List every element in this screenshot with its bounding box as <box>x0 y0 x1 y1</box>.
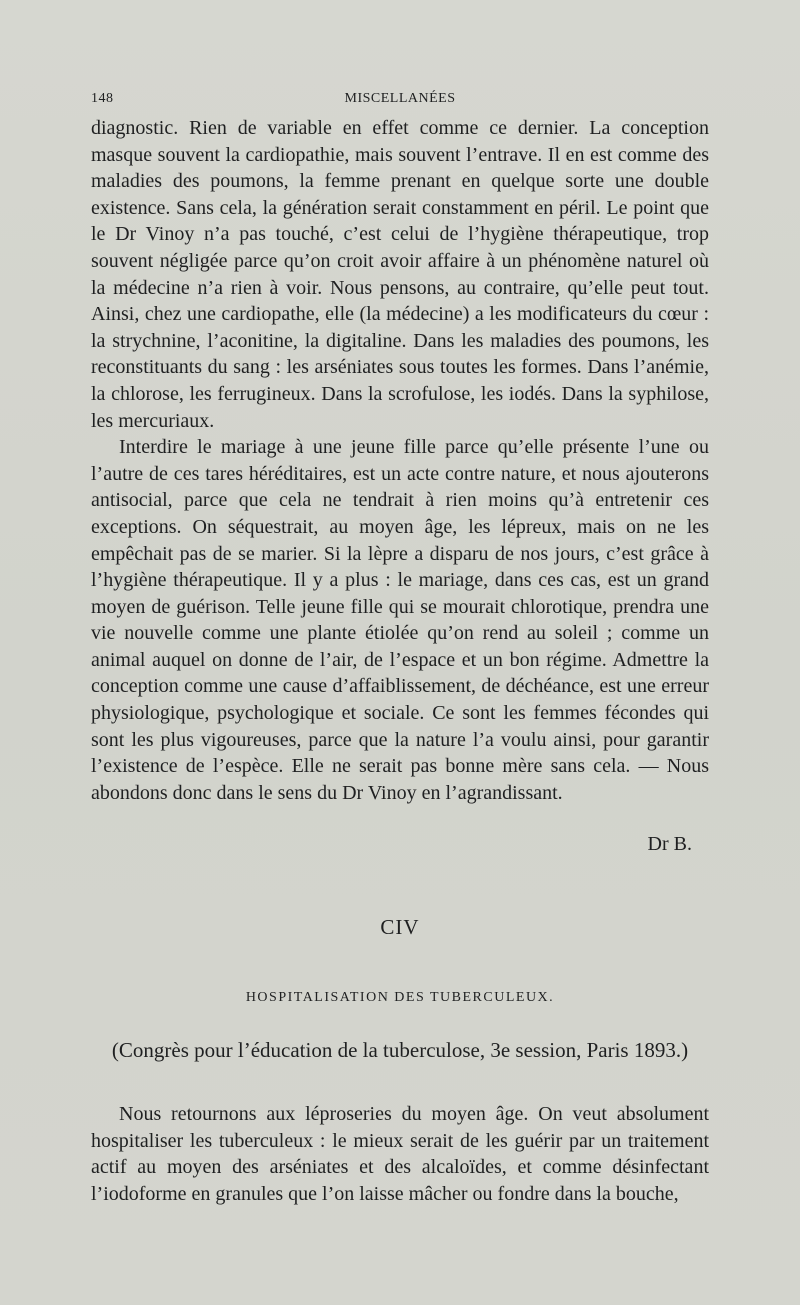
running-title: MISCELLANÉES <box>344 91 456 106</box>
signature: Dr B. <box>647 833 692 855</box>
section-title: HOSPITALISATION DES TUBERCULEUX. <box>245 990 555 1005</box>
section-2-text <box>91 1101 709 1207</box>
paragraph-1: diagnostic. Rien de variable en effet comme ce dernier. La conception masque souvent la cardiopathie, mais souvent l’entrave. Il en est comme des maladies des poumons, la femme prenant en quelque sorte une double existence. Sans cela, la génération serait constamment en péril. Le point que le Dr Vinoy n’a pas touché, c’est celui de l’hygiène thérapeutique, trop souvent négligée parce qu’on croit avoir affaire à un phénomène naturel où la médecine n’a rien à voir. Nous pensons, au contraire, qu’elle peut tout. Ainsi, chez une cardiopathe, elle (la médecine) a les modificateurs du cœur : la strychnine, l’aconitine, la digitaline. Dans les maladies des poumons, les reconstituants du sang : les arséniates sous toutes les formes. Dans l’anémie, la chlorose, les ferrugineux. Dans la scrofulose, les iodés. Dans la syphilose, les mercuriaux. <box>91 117 709 432</box>
section-1-text <box>91 115 709 806</box>
page-header <box>91 91 709 111</box>
chapter-number: CIV <box>380 915 420 939</box>
paragraph-2: Interdire le mariage à une jeune fille parce qu’elle présente l’une ou l’autre de ces tares héréditaires, est un acte contre nature, et nous ajouterons antisocial, parce que cela ne tendrait à rien moins qu’à entretenir ces exceptions. On séquestrait, au moyen âge, les lépreux, mais on ne les empêchait pas de se marier. Si la lèpre a disparu de nos jours, c’est grâce à l’hygiène thérapeutique. Il y a plus : le mariage, dans ces cas, est un grand moyen de guérison. Telle jeune fille qui se mourait chlorotique, prendra une vie nouvelle comme une plante étiolée qu’on rend au soleil ; comme un animal auquel on donne de l’air, de l’espace et un bon régime. Admettre la conception comme une cause d’affaiblissement, de déchéance, est une erreur physiologique, psychologique et sociale. Ce sont les femmes fécondes qui sont les plus vigoureuses, parce que la nature l’a voulu ainsi, pour garantir l’existence de l’espèce. Elle ne serait pas bonne mère sans cela. — Nous abondons donc dans le sens du Dr Vinoy en l’agrandissant. <box>91 436 709 804</box>
page-number: 148 <box>91 91 114 106</box>
paragraph-3: Nous retournons aux léproseries du moyen âge. On veut absolument hospitaliser les tuberculeux : le mieux serait de les guérir par un traitement actif au moyen des arséniates et des alcaloïdes, et comme désinfectant l’iodoforme en granules que l’on laisse mâcher ou fondre dans la bouche, <box>91 1103 709 1205</box>
section-subtitle: (Congrès pour l’éducation de la tuberculose, 3e session, Paris 1893.) <box>111 1038 689 1062</box>
